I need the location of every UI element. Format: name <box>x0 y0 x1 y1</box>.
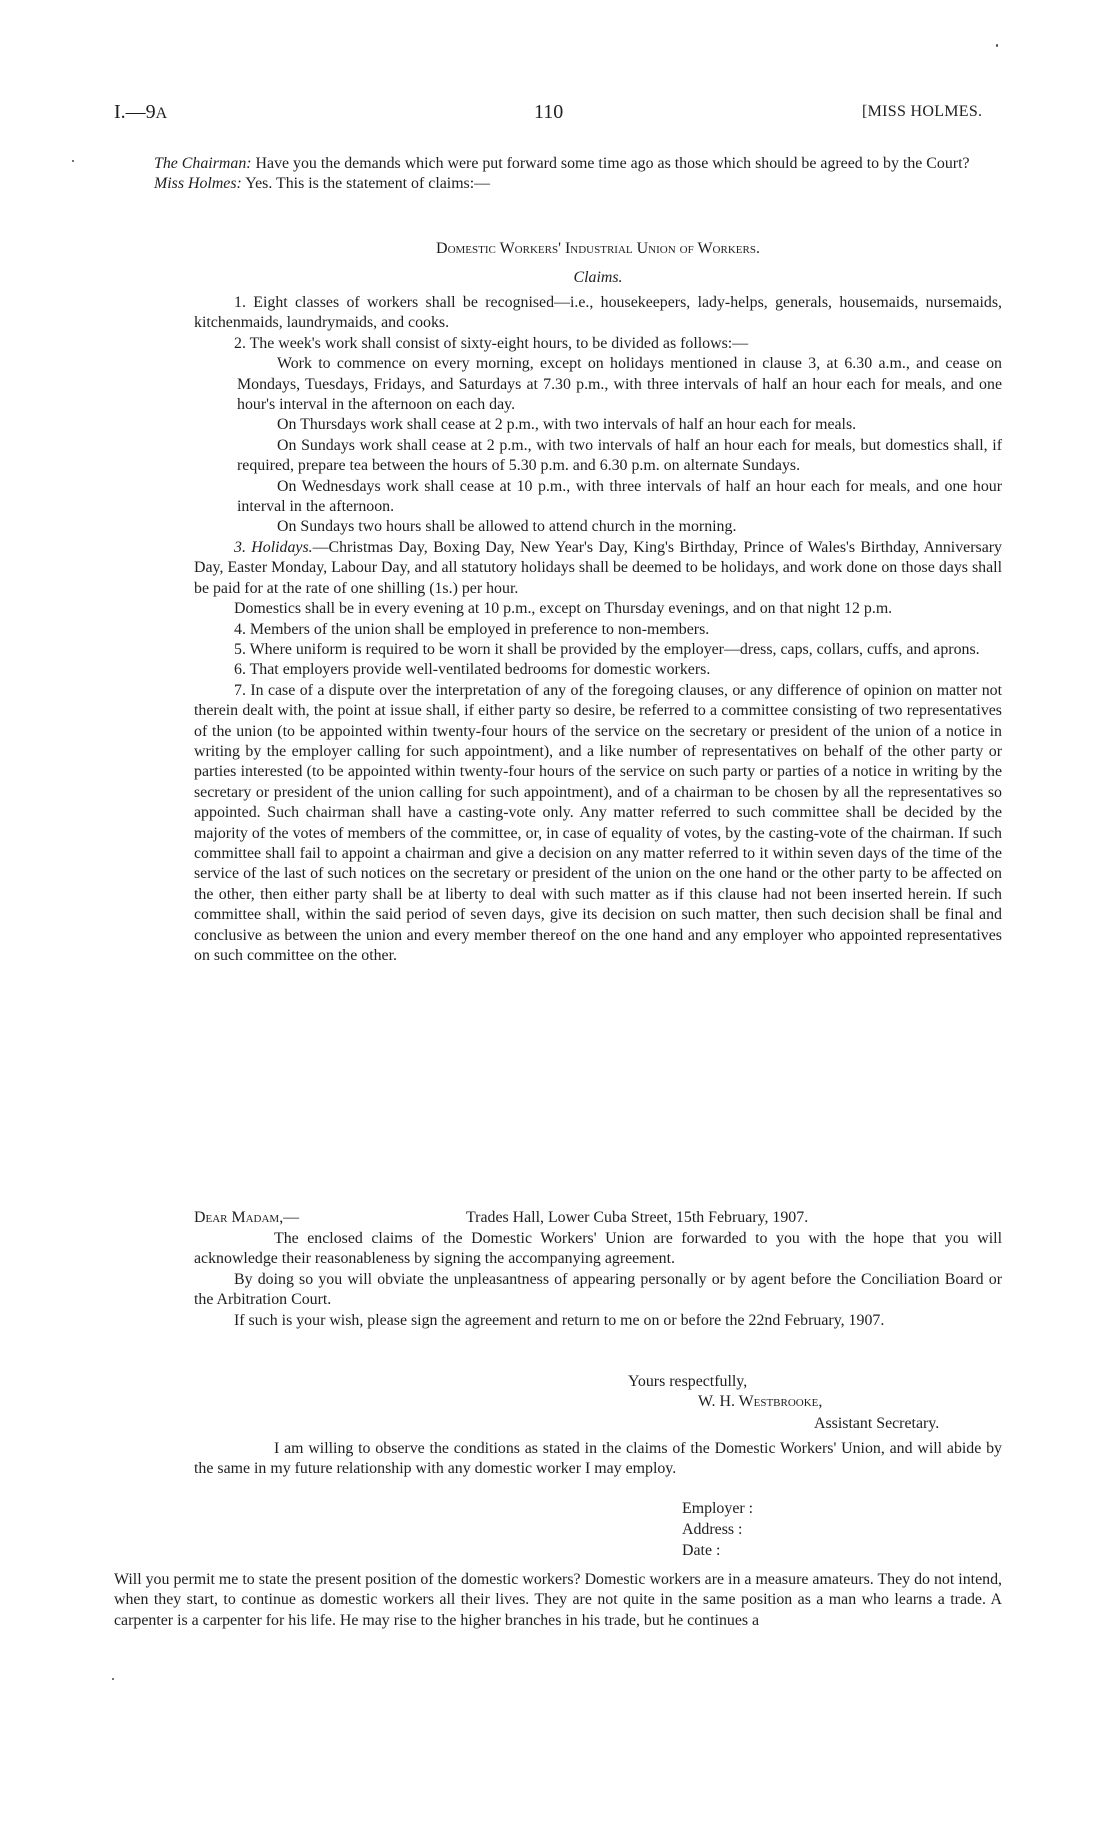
letter-paragraph-3: If such is your wish, please sign the agreement and return to me on or before the 22nd February, 1907. <box>234 1311 885 1329</box>
claim-7: 7. In case of a dispute over the interpretation of any of the foregoing clauses, or any difference of opinion on matter not therein dealt with, the point at issue shall, if either party so desire, be referred to a committee consisting of two representatives of the union (to be appointed within twenty-four hours of the service on the secretary or president of the union of a notice in writing by the employer calling for such appointment), and a like number of representatives on behalf of the other party or parties interested (to be appointed within twenty-four hours of the service on such party or parties of a notice in writing by the secretary or president of the union calling for such appointment), and of a chairman to be chosen by all the representatives so appointed. Such chairman shall have a casting-vote only. Any matter referred to such committee shall be decided by the majority of the votes of members of the committee, or, in case of equality of votes, by the casting-vote of the chairman. If such committee shall fail to appoint a chairman and give a decision on any matter referred to it within seven days of the time of the service of the last of such notices on the secretary or president of the union on the one hand or the other party to be affected on the other, then either party shall be at liberty to deal with such matter as if this clause had not been inserted herein. If such committee shall, within the said period of seven days, give its decision on such matter, then such decision shall be final and conclusive as between the union and every member thereof on the one hand and any employer who appointed representatives on such committee on the other. <box>194 681 1002 964</box>
letter-signatory: W. H. Westbrooke, <box>698 1393 823 1410</box>
scan-speck <box>72 160 74 162</box>
document-reference: I.—9A <box>114 101 168 123</box>
claim-3: 3. Holidays.—Christmas Day, Boxing Day, New Year's Day, King's Birthday, Prince of Wales's Birthday, Anniversary Day, Easter Monday, Labour Day, and all statutory holidays shall be deemed to be holidays, and work done on those days shall be paid for at the rate of one shilling (1s.) per hour. <box>194 538 1002 597</box>
claim-2: 2. The week's work shall consist of sixty-eight hours, to be divided as follows:— <box>234 334 749 352</box>
claim-4: 4. Members of the union shall be employed in preference to non-members. <box>234 620 710 638</box>
letter-signatory-title: Assistant Secretary. <box>814 1415 940 1432</box>
claim-2-thursdays: On Thursdays work shall cease at 2 p.m., with two intervals of half an hour each for meals. <box>277 416 857 434</box>
address-field-label: Address : <box>682 1521 743 1538</box>
claim-2-schedule <box>237 354 1002 538</box>
testimony-paragraph: Will you permit me to state the present position of the domestic workers? Domestic workers are in a measure amateurs. They do not intend, when they start, to continue as domestic workers all their lives. They are not quite in the same position as a man who learns a trade. A carpenter is a carpenter for his life. He may rise to the higher branches in his trade, but he continues a <box>114 1571 1002 1629</box>
letter-closing: Yours respectfully, <box>628 1373 748 1390</box>
union-title: Domestic Workers' Industrial Union of Workers. <box>436 240 760 257</box>
page-number: 110 <box>534 101 564 123</box>
letter-address: Trades Hall, Lower Cuba Street, 15th February, 1907. <box>466 1209 809 1226</box>
claim-5: 5. Where uniform is required to be worn it shall be provided by the employer—dress, caps, collars, cuffs, and aprons. <box>234 640 980 658</box>
chairman-question: The Chairman: Have you the demands which were put forward some time ago as those which should be agreed to by the Court? <box>154 155 970 172</box>
claim-6: 6. That employers provide well-ventilated bedrooms for domestic workers. <box>234 661 711 679</box>
date-field-label: Date : <box>682 1542 721 1559</box>
holmes-answer: Miss Holmes: Yes. This is the statement of claims:— <box>154 175 491 193</box>
claim-2-sundays: On Sundays work shall cease at 2 p.m., with two intervals of half an hour each for meals, but domestics shall, if required, prepare tea between the hours of 5.30 p.m. and 6.30 p.m. on alternate Sundays. <box>237 436 1002 475</box>
witness-name: [MISS HOLMES. <box>862 103 983 120</box>
intro-exchange <box>114 154 1002 195</box>
employer-field-label: Employer : <box>682 1500 754 1517</box>
claim-2-church: On Sundays two hours shall be allowed to attend church in the morning. <box>277 518 737 536</box>
claims-heading: Claims. <box>573 269 623 286</box>
claim-3-evenings: Domestics shall be in every evening at 10 p.m., except on Thursday evenings, and on that night 12 p.m. <box>234 600 893 618</box>
claims-list <box>194 293 1002 966</box>
claim-1: 1. Eight classes of workers shall be recognised—i.e., housekeepers, lady-helps, generals, housemaids, nursemaids, kitchenmaids, laundrymaids, and cooks. <box>194 294 1002 332</box>
letter-body <box>194 1229 1002 1331</box>
letter-paragraph-1: The enclosed claims of the Domestic Workers' Union are forwarded to you with the hope that you will acknowledge their reasonableness by signing the accompanying agreement. <box>194 1230 1002 1268</box>
scan-speck <box>112 1678 114 1680</box>
letter-salutation: Dear Madam,— <box>194 1209 300 1226</box>
claim-2-wednesdays: On Wednesdays work shall cease at 10 p.m., with three intervals of half an hour each for meals, and one hour interval in the afternoon. <box>237 477 1002 516</box>
agreement-text: I am willing to observe the conditions as stated in the claims of the Domestic Workers' Union, and will abide by the same in my future relationship with any domestic worker I may employ. <box>194 1440 1002 1478</box>
scan-speck <box>996 44 998 47</box>
claim-2-weekdays: Work to commence on every morning, except on holidays mentioned in clause 3, at 6.30 a.m., and cease on Mondays, Tuesdays, Fridays, and Saturdays at 7.30 p.m., with three intervals of half an hour each for meals, and one hour's interval in the afternoon on each day. <box>237 355 1002 414</box>
letter-paragraph-2: By doing so you will obviate the unpleasantness of appearing personally or by agent before the Conciliation Board or the Arbitration Court. <box>194 1270 1002 1309</box>
